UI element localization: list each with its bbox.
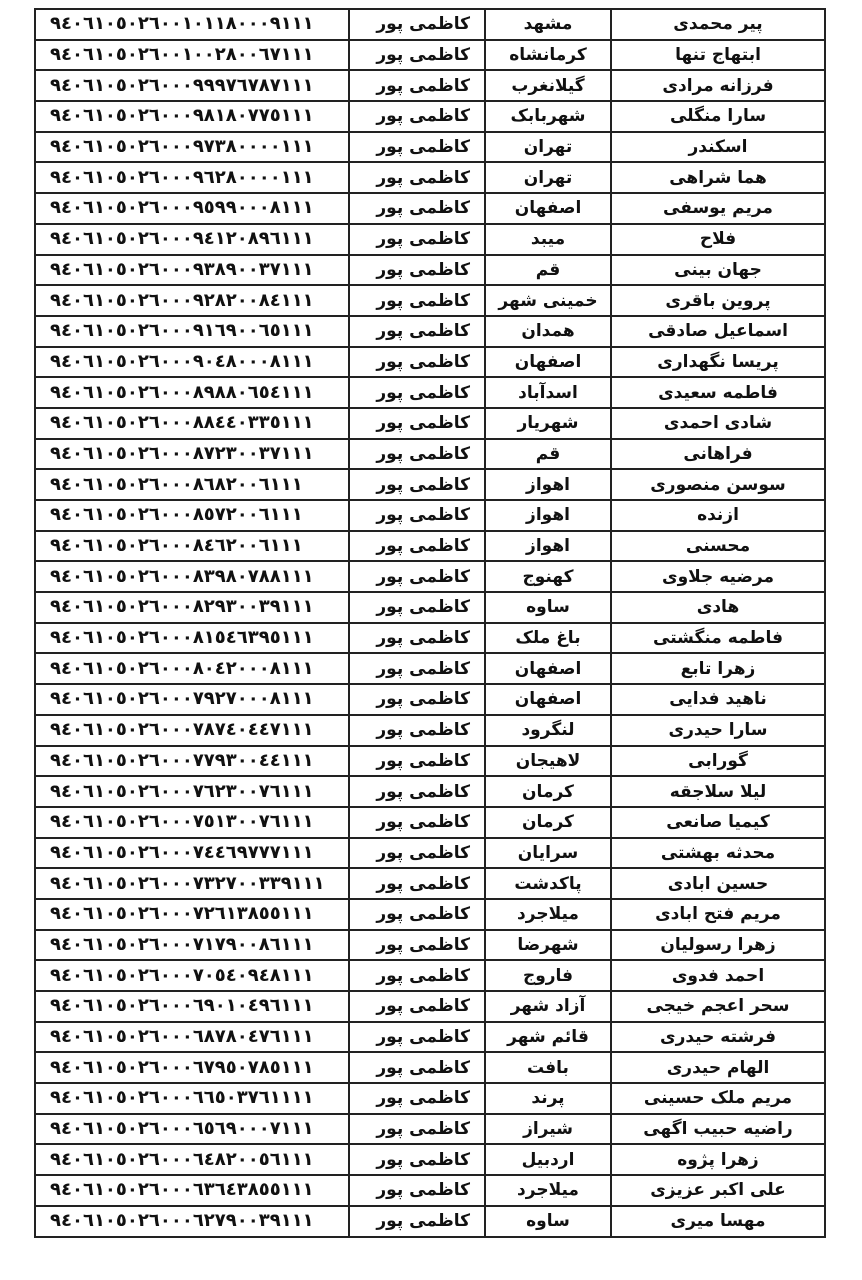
table-row xyxy=(35,408,825,439)
table-row xyxy=(35,807,825,838)
supplier-cell: کاظمی پور xyxy=(349,807,485,838)
name-cell: سوسن منصوری xyxy=(611,469,825,500)
code-cell: ٩٤٠٦١٠٥٠٢٦٠٠٠٨٠٤٢٠٠٠٨١١١ xyxy=(35,653,349,684)
city-cell: شهریار xyxy=(485,408,611,439)
table-row xyxy=(35,1114,825,1145)
supplier-cell: کاظمی پور xyxy=(349,1052,485,1083)
supplier-cell: کاظمی پور xyxy=(349,531,485,562)
code-cell: ٩٤٠٦١٠٥٠٢٦٠٠٠٨٦٨٢٠٠٦١١١ xyxy=(35,469,349,500)
name-cell: مریم یوسفی xyxy=(611,193,825,224)
supplier-cell: کاظمی پور xyxy=(349,70,485,101)
table-row xyxy=(35,623,825,654)
code-cell: ٩٤٠٦١٠٥٠٢٦٠٠٠٩٣٨٩٠٠٣٧١١١ xyxy=(35,255,349,286)
name-cell: زهرا تابع xyxy=(611,653,825,684)
supplier-cell: کاظمی پور xyxy=(349,653,485,684)
code-cell: ٩٤٠٦١٠٥٠٢٦٠٠٠٦٨٧٨٠٤٧٦١١١ xyxy=(35,1022,349,1053)
name-cell: محدثه بهشتی xyxy=(611,838,825,869)
city-cell: مشهد xyxy=(485,9,611,40)
supplier-cell: کاظمی پور xyxy=(349,592,485,623)
city-cell: تهران xyxy=(485,132,611,163)
name-cell: کیمیا صانعی xyxy=(611,807,825,838)
name-cell: ازنده xyxy=(611,500,825,531)
table-row xyxy=(35,930,825,961)
table-row xyxy=(35,1144,825,1175)
city-cell: ساوه xyxy=(485,1206,611,1237)
code-cell: ٩٤٠٦١٠٥٠٢٦٠٠٠٨٩٨٨٠٦٥٤١١١ xyxy=(35,377,349,408)
supplier-cell: کاظمی پور xyxy=(349,347,485,378)
table-row xyxy=(35,285,825,316)
table-row xyxy=(35,439,825,470)
table-row xyxy=(35,899,825,930)
table-row xyxy=(35,9,825,40)
name-cell: محسنی xyxy=(611,531,825,562)
name-cell: فراهانی xyxy=(611,439,825,470)
city-cell: کهنوج xyxy=(485,561,611,592)
table-row xyxy=(35,592,825,623)
supplier-cell: کاظمی پور xyxy=(349,623,485,654)
name-cell: مریم ملک حسینی xyxy=(611,1083,825,1114)
supplier-cell: کاظمی پور xyxy=(349,715,485,746)
code-cell: ٩٤٠٦١٠٥٠٢٦٠٠٠٦٥٦٩٠٠٠٧١١١ xyxy=(35,1114,349,1145)
name-cell: هادی xyxy=(611,592,825,623)
supplier-cell: کاظمی پور xyxy=(349,132,485,163)
supplier-cell: کاظمی پور xyxy=(349,561,485,592)
name-cell: حسین ابادی xyxy=(611,868,825,899)
name-cell: پروین باقری xyxy=(611,285,825,316)
code-cell: ٩٤٠٦١٠٥٠٢٦٠٠٠٨٨٤٤٠٣٣٥١١١ xyxy=(35,408,349,439)
city-cell: آزاد شهر xyxy=(485,991,611,1022)
name-cell: زهرا پژوه xyxy=(611,1144,825,1175)
supplier-cell: کاظمی پور xyxy=(349,9,485,40)
supplier-cell: کاظمی پور xyxy=(349,193,485,224)
supplier-cell: کاظمی پور xyxy=(349,776,485,807)
code-cell: ٩٤٠٦١٠٥٠٢٦٠٠٠٩٠٤٨٠٠٠٨١١١ xyxy=(35,347,349,378)
table-row xyxy=(35,776,825,807)
name-cell: زهرا رسولیان xyxy=(611,930,825,961)
name-cell: لیلا سلاجقه xyxy=(611,776,825,807)
supplier-cell: کاظمی پور xyxy=(349,316,485,347)
supplier-cell: کاظمی پور xyxy=(349,439,485,470)
name-cell: اسماعیل صادقی xyxy=(611,316,825,347)
code-cell: ٩٤٠٦١٠٥٠٢٦٠٠٠٩٥٩٩٠٠٠٨١١١ xyxy=(35,193,349,224)
supplier-cell: کاظمی پور xyxy=(349,255,485,286)
name-cell: احمد فدوی xyxy=(611,960,825,991)
table-row xyxy=(35,561,825,592)
city-cell: شهرضا xyxy=(485,930,611,961)
table-row xyxy=(35,224,825,255)
name-cell: سارا حیدری xyxy=(611,715,825,746)
table-row xyxy=(35,193,825,224)
name-cell: سارا منگلی xyxy=(611,101,825,132)
code-cell: ٩٤٠٦١٠٥٠٢٦٠٠٠٧٨٧٤٠٤٤٧١١١ xyxy=(35,715,349,746)
document-sheet xyxy=(34,8,824,1267)
city-cell: کرمان xyxy=(485,807,611,838)
supplier-cell: کاظمی پور xyxy=(349,377,485,408)
supplier-cell: کاظمی پور xyxy=(349,899,485,930)
table-row xyxy=(35,653,825,684)
city-cell: بافت xyxy=(485,1052,611,1083)
table-row xyxy=(35,377,825,408)
table-row xyxy=(35,1052,825,1083)
name-cell: پریسا نگهداری xyxy=(611,347,825,378)
table-row xyxy=(35,255,825,286)
city-cell: اصفهان xyxy=(485,653,611,684)
city-cell: قم xyxy=(485,255,611,286)
code-cell: ٩٤٠٦١٠٥٠٢٦٠٠٠٨١٥٤٦٣٩٥١١١ xyxy=(35,623,349,654)
supplier-cell: کاظمی پور xyxy=(349,1206,485,1237)
code-cell: ٩٤٠٦١٠٥٠٢٦٠٠٠٦٣٦٤٣٨٥٥١١١ xyxy=(35,1175,349,1206)
name-cell: جهان بینی xyxy=(611,255,825,286)
table-row xyxy=(35,1175,825,1206)
code-cell: ٩٤٠٦١٠٥٠٢٦٠٠١٠١١٨٠٠٠٩١١١ xyxy=(35,9,349,40)
city-cell: گیلانغرب xyxy=(485,70,611,101)
code-cell: ٩٤٠٦١٠٥٠٢٦٠٠٠٨٥٧٢٠٠٦١١١ xyxy=(35,500,349,531)
records-table xyxy=(34,8,826,1238)
city-cell: اهواز xyxy=(485,469,611,500)
name-cell: مریم فتح ابادی xyxy=(611,899,825,930)
table-row xyxy=(35,162,825,193)
city-cell: همدان xyxy=(485,316,611,347)
code-cell: ٩٤٠٦١٠٥٠٢٦٠٠٠٧٩٢٧٠٠٠٨١١١ xyxy=(35,684,349,715)
supplier-cell: کاظمی پور xyxy=(349,746,485,777)
city-cell: اردبیل xyxy=(485,1144,611,1175)
table-row xyxy=(35,991,825,1022)
code-cell: ٩٤٠٦١٠٥٠٢٦٠٠٠٧٦٢٣٠٠٧٦١١١ xyxy=(35,776,349,807)
city-cell: ساوه xyxy=(485,592,611,623)
table-row xyxy=(35,1206,825,1237)
table-row xyxy=(35,101,825,132)
table-row xyxy=(35,132,825,163)
supplier-cell: کاظمی پور xyxy=(349,1144,485,1175)
supplier-cell: کاظمی پور xyxy=(349,224,485,255)
table-row xyxy=(35,469,825,500)
name-cell: الهام حیدری xyxy=(611,1052,825,1083)
code-cell: ٩٤٠٦١٠٥٠٢٦٠٠٠٩٩٩٧٦٧٨٧١١١ xyxy=(35,70,349,101)
supplier-cell: کاظمی پور xyxy=(349,40,485,71)
table-row xyxy=(35,960,825,991)
code-cell: ٩٤٠٦١٠٥٠٢٦٠٠٠٧٧٩٣٠٠٤٤١١١ xyxy=(35,746,349,777)
code-cell: ٩٤٠٦١٠٥٠٢٦٠٠٠٩٤١٢٠٨٩٦١١١ xyxy=(35,224,349,255)
code-cell: ٩٤٠٦١٠٥٠٢٦٠٠٠٩٨١٨٠٧٧٥١١١ xyxy=(35,101,349,132)
name-cell: فاطمه سعیدی xyxy=(611,377,825,408)
name-cell: راضیه حبیب اگهی xyxy=(611,1114,825,1145)
name-cell: شادی احمدی xyxy=(611,408,825,439)
table-row xyxy=(35,500,825,531)
name-cell: مرضیه جلاوی xyxy=(611,561,825,592)
supplier-cell: کاظمی پور xyxy=(349,408,485,439)
table-row xyxy=(35,316,825,347)
city-cell: لنگرود xyxy=(485,715,611,746)
code-cell: ٩٤٠٦١٠٥٠٢٦٠٠٠٧٣٢٧٠٠٣٣٩١١١ xyxy=(35,868,349,899)
name-cell: فلاح xyxy=(611,224,825,255)
name-cell: اسکندر xyxy=(611,132,825,163)
table-row xyxy=(35,347,825,378)
city-cell: اهواز xyxy=(485,500,611,531)
table-row xyxy=(35,1022,825,1053)
supplier-cell: کاظمی پور xyxy=(349,101,485,132)
supplier-cell: کاظمی پور xyxy=(349,469,485,500)
supplier-cell: کاظمی پور xyxy=(349,285,485,316)
code-cell: ٩٤٠٦١٠٥٠٢٦٠٠٠٦٧٩٥٠٧٨٥١١١ xyxy=(35,1052,349,1083)
city-cell: خمینی شهر xyxy=(485,285,611,316)
city-cell: میلاجرد xyxy=(485,1175,611,1206)
city-cell: قائم شهر xyxy=(485,1022,611,1053)
table-row xyxy=(35,70,825,101)
city-cell: اهواز xyxy=(485,531,611,562)
code-cell: ٩٤٠٦١٠٥٠٢٦٠٠٠٦٤٨٢٠٠٥٦١١١ xyxy=(35,1144,349,1175)
supplier-cell: کاظمی پور xyxy=(349,991,485,1022)
city-cell: اصفهان xyxy=(485,347,611,378)
supplier-cell: کاظمی پور xyxy=(349,1022,485,1053)
supplier-cell: کاظمی پور xyxy=(349,684,485,715)
name-cell: گورابی xyxy=(611,746,825,777)
name-cell: فرشته حیدری xyxy=(611,1022,825,1053)
city-cell: قم xyxy=(485,439,611,470)
table-row xyxy=(35,40,825,71)
city-cell: اصفهان xyxy=(485,193,611,224)
supplier-cell: کاظمی پور xyxy=(349,1175,485,1206)
name-cell: ناهید فدایی xyxy=(611,684,825,715)
name-cell: هما شراهی xyxy=(611,162,825,193)
code-cell: ٩٤٠٦١٠٥٠٢٦٠٠٠٩١٦٩٠٠٦٥١١١ xyxy=(35,316,349,347)
city-cell: فاروج xyxy=(485,960,611,991)
name-cell: علی اکبر عزیزی xyxy=(611,1175,825,1206)
city-cell: شیراز xyxy=(485,1114,611,1145)
code-cell: ٩٤٠٦١٠٥٠٢٦٠٠٠٧٢٦١٣٨٥٥١١١ xyxy=(35,899,349,930)
code-cell: ٩٤٠٦١٠٥٠٢٦٠٠٠٧٤٤٦٩٧٧٧١١١ xyxy=(35,838,349,869)
table-row xyxy=(35,531,825,562)
name-cell: پیر محمدی xyxy=(611,9,825,40)
name-cell: فاطمه منگشتی xyxy=(611,623,825,654)
table-row xyxy=(35,715,825,746)
supplier-cell: کاظمی پور xyxy=(349,868,485,899)
city-cell: سرایان xyxy=(485,838,611,869)
city-cell: پرند xyxy=(485,1083,611,1114)
supplier-cell: کاظمی پور xyxy=(349,500,485,531)
code-cell: ٩٤٠٦١٠٥٠٢٦٠٠٠٨٣٩٨٠٧٨٨١١١ xyxy=(35,561,349,592)
code-cell: ٩٤٠٦١٠٥٠٢٦٠٠٠٩٧٣٨٠٠٠٠١١١ xyxy=(35,132,349,163)
city-cell: اصفهان xyxy=(485,684,611,715)
city-cell: اسدآباد xyxy=(485,377,611,408)
code-cell: ٩٤٠٦١٠٥٠٢٦٠٠٠٧٥١٣٠٠٧٦١١١ xyxy=(35,807,349,838)
code-cell: ٩٤٠٦١٠٥٠٢٦٠٠٠٩٢٨٢٠٠٨٤١١١ xyxy=(35,285,349,316)
name-cell: سحر اعجم خیجی xyxy=(611,991,825,1022)
city-cell: میبد xyxy=(485,224,611,255)
name-cell: مهسا میری xyxy=(611,1206,825,1237)
city-cell: پاکدشت xyxy=(485,868,611,899)
table-row xyxy=(35,684,825,715)
table-row xyxy=(35,868,825,899)
supplier-cell: کاظمی پور xyxy=(349,960,485,991)
code-cell: ٩٤٠٦١٠٥٠٢٦٠٠١٠٠٢٨٠٠٦٧١١١ xyxy=(35,40,349,71)
city-cell: کرمان xyxy=(485,776,611,807)
supplier-cell: کاظمی پور xyxy=(349,1083,485,1114)
supplier-cell: کاظمی پور xyxy=(349,1114,485,1145)
table-row xyxy=(35,1083,825,1114)
city-cell: کرمانشاه xyxy=(485,40,611,71)
city-cell: باغ ملک xyxy=(485,623,611,654)
table-row xyxy=(35,746,825,777)
code-cell: ٩٤٠٦١٠٥٠٢٦٠٠٠٦٦٥٠٣٧٦١١١١ xyxy=(35,1083,349,1114)
supplier-cell: کاظمی پور xyxy=(349,162,485,193)
code-cell: ٩٤٠٦١٠٥٠٢٦٠٠٠٨٧٢٣٠٠٣٧١١١ xyxy=(35,439,349,470)
table-row xyxy=(35,838,825,869)
code-cell: ٩٤٠٦١٠٥٠٢٦٠٠٠٨٢٩٣٠٠٣٩١١١ xyxy=(35,592,349,623)
records-table-body xyxy=(35,9,825,1237)
supplier-cell: کاظمی پور xyxy=(349,930,485,961)
city-cell: تهران xyxy=(485,162,611,193)
code-cell: ٩٤٠٦١٠٥٠٢٦٠٠٠٩٦٢٨٠٠٠٠١١١ xyxy=(35,162,349,193)
code-cell: ٩٤٠٦١٠٥٠٢٦٠٠٠٧١٧٩٠٠٨٦١١١ xyxy=(35,930,349,961)
supplier-cell: کاظمی پور xyxy=(349,838,485,869)
city-cell: میلاجرد xyxy=(485,899,611,930)
city-cell: شهربابک xyxy=(485,101,611,132)
name-cell: ابتهاج تنها xyxy=(611,40,825,71)
code-cell: ٩٤٠٦١٠٥٠٢٦٠٠٠٦٩٠١٠٤٩٦١١١ xyxy=(35,991,349,1022)
city-cell: لاهیجان xyxy=(485,746,611,777)
name-cell: فرزانه مرادی xyxy=(611,70,825,101)
code-cell: ٩٤٠٦١٠٥٠٢٦٠٠٠٦٢٧٩٠٠٣٩١١١ xyxy=(35,1206,349,1237)
code-cell: ٩٤٠٦١٠٥٠٢٦٠٠٠٧٠٥٤٠٩٤٨١١١ xyxy=(35,960,349,991)
code-cell: ٩٤٠٦١٠٥٠٢٦٠٠٠٨٤٦٢٠٠٦١١١ xyxy=(35,531,349,562)
